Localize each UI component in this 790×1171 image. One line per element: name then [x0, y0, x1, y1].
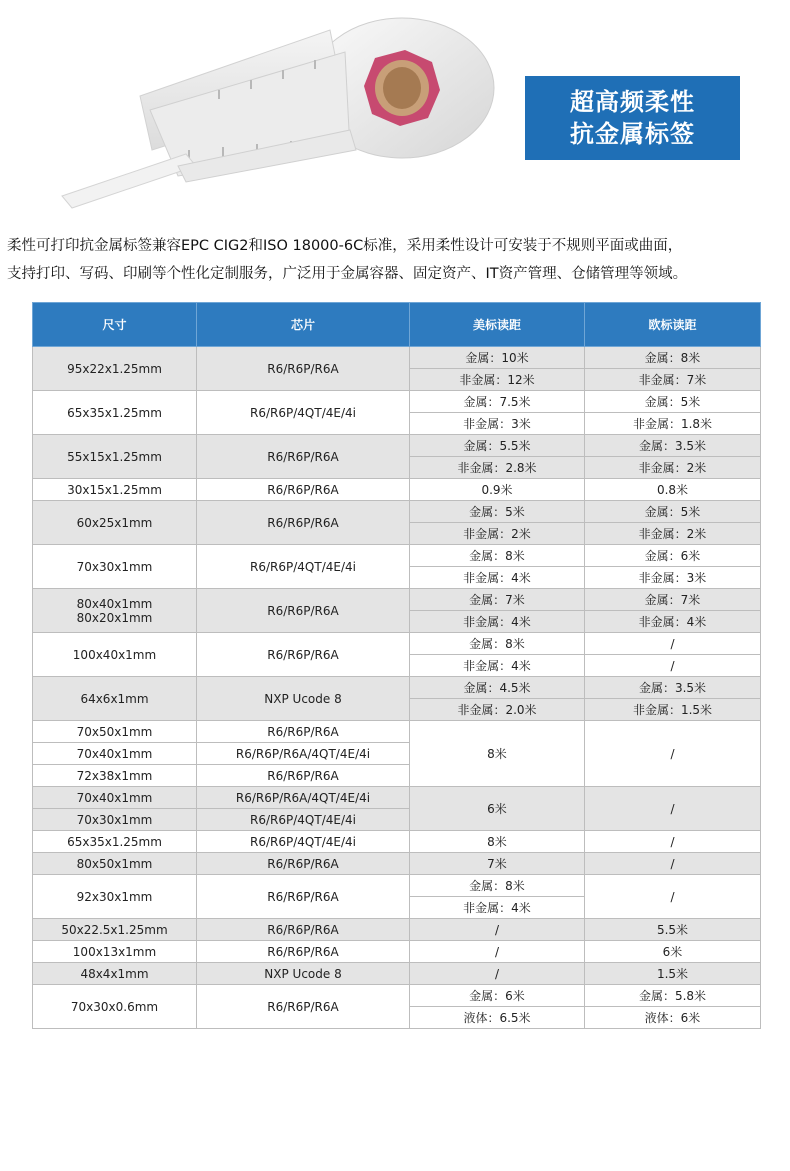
cell-us-range: 非金属：2.0米 [410, 699, 585, 721]
cell-eu-range: 6米 [585, 941, 761, 963]
cell-us-range: 8米 [410, 721, 585, 787]
cell-size: 72x38x1mm [33, 765, 197, 787]
table-row [33, 875, 761, 897]
cell-size: 70x30x0.6mm [33, 985, 197, 1029]
cell-us-range: / [410, 919, 585, 941]
cell-chip: R6/R6P/R6A [197, 875, 410, 919]
cell-chip: R6/R6P/R6A [197, 919, 410, 941]
cell-size: 80x50x1mm [33, 853, 197, 875]
table-row [33, 391, 761, 413]
cell-eu-range: / [585, 633, 761, 655]
cell-eu-range: 金属：3.5米 [585, 677, 761, 699]
cell-chip: R6/R6P/R6A [197, 941, 410, 963]
cell-chip: NXP Ucode 8 [197, 677, 410, 721]
cell-chip: R6/R6P/4QT/4E/4i [197, 831, 410, 853]
cell-size: 95x22x1.25mm [33, 347, 197, 391]
cell-eu-range: 非金属：1.5米 [585, 699, 761, 721]
cell-eu-range: / [585, 853, 761, 875]
cell-us-range: 金属：8米 [410, 545, 585, 567]
cell-size: 70x40x1mm [33, 743, 197, 765]
cell-chip: R6/R6P/R6A [197, 765, 410, 787]
cell-chip: R6/R6P/R6A/4QT/4E/4i [197, 787, 410, 809]
cell-chip: R6/R6P/R6A [197, 853, 410, 875]
cell-size: 30x15x1.25mm [33, 479, 197, 501]
cell-us-range: 非金属：12米 [410, 369, 585, 391]
cell-eu-range: 非金属：3米 [585, 567, 761, 589]
cell-size: 60x25x1mm [33, 501, 197, 545]
cell-eu-range: 非金属：4米 [585, 611, 761, 633]
table-row [33, 545, 761, 567]
cell-us-range: 金属：7米 [410, 589, 585, 611]
table-row [33, 589, 761, 611]
cell-eu-range: 金属：3.5米 [585, 435, 761, 457]
cell-us-range: / [410, 963, 585, 985]
cell-eu-range: 液体：6米 [585, 1007, 761, 1029]
cell-us-range: 金属：4.5米 [410, 677, 585, 699]
table-header-row [33, 303, 761, 347]
cell-eu-range: / [585, 655, 761, 677]
table-row [33, 677, 761, 699]
cell-size: 64x6x1mm [33, 677, 197, 721]
cell-eu-range: 5.5米 [585, 919, 761, 941]
label-roll-image [0, 0, 520, 215]
cell-chip: R6/R6P/R6A [197, 347, 410, 391]
cell-chip: R6/R6P/R6A [197, 501, 410, 545]
cell-us-range: 非金属：2米 [410, 523, 585, 545]
cell-chip: R6/R6P/4QT/4E/4i [197, 545, 410, 589]
table-row [33, 787, 761, 809]
cell-us-range: 金属：8米 [410, 875, 585, 897]
product-photo [0, 0, 790, 215]
cell-eu-range: 金属：5.8米 [585, 985, 761, 1007]
cell-us-range: 非金属：4米 [410, 897, 585, 919]
cell-size: 65x35x1.25mm [33, 391, 197, 435]
cell-us-range: / [410, 941, 585, 963]
cell-eu-range: 金属：5米 [585, 391, 761, 413]
title-line-1: 超高频柔性 [570, 87, 695, 116]
cell-us-range: 8米 [410, 831, 585, 853]
cell-eu-range: 非金属：2米 [585, 457, 761, 479]
title-line-2: 抗金属标签 [570, 119, 695, 148]
cell-us-range: 金属：10米 [410, 347, 585, 369]
cell-chip: R6/R6P/R6A [197, 985, 410, 1029]
header-chip: 芯片 [197, 303, 410, 347]
spec-table [32, 302, 761, 1029]
cell-size: 70x40x1mm [33, 787, 197, 809]
header-eu-range: 欧标读距 [585, 303, 761, 347]
product-title-banner [525, 76, 740, 160]
cell-eu-range: 金属：5米 [585, 501, 761, 523]
cell-size: 65x35x1.25mm [33, 831, 197, 853]
cell-us-range: 金属：5米 [410, 501, 585, 523]
cell-size: 50x22.5x1.25mm [33, 919, 197, 941]
cell-us-range: 金属：8米 [410, 633, 585, 655]
cell-size [33, 589, 197, 633]
cell-size: 100x13x1mm [33, 941, 197, 963]
cell-us-range: 非金属：4米 [410, 655, 585, 677]
cell-eu-range: 1.5米 [585, 963, 761, 985]
cell-size: 70x50x1mm [33, 721, 197, 743]
cell-chip: R6/R6P/4QT/4E/4i [197, 809, 410, 831]
cell-size: 55x15x1.25mm [33, 435, 197, 479]
cell-us-range: 非金属：2.8米 [410, 457, 585, 479]
cell-size: 92x30x1mm [33, 875, 197, 919]
cell-us-range: 非金属：4米 [410, 611, 585, 633]
cell-eu-range: 金属：7米 [585, 589, 761, 611]
cell-chip: R6/R6P/R6A [197, 633, 410, 677]
cell-eu-range: / [585, 721, 761, 787]
cell-us-range: 金属：6米 [410, 985, 585, 1007]
cell-chip: NXP Ucode 8 [197, 963, 410, 985]
cell-eu-range: / [585, 831, 761, 853]
cell-us-range: 6米 [410, 787, 585, 831]
cell-us-range: 非金属：3米 [410, 413, 585, 435]
cell-eu-range: 非金属：7米 [585, 369, 761, 391]
cell-chip: R6/R6P/R6A [197, 721, 410, 743]
cell-chip: R6/R6P/R6A [197, 589, 410, 633]
description-line-2: 支持打印、写码、印刷等个性化定制服务，广泛用于金属容器、固定资产、IT资产管理、仓储管理等领域。 [7, 266, 688, 282]
table-row [33, 435, 761, 457]
table-row [33, 501, 761, 523]
table-row [33, 633, 761, 655]
cell-chip: R6/R6P/R6A [197, 435, 410, 479]
cell-eu-range: 非金属：2米 [585, 523, 761, 545]
cell-us-range: 非金属：4米 [410, 567, 585, 589]
cell-us-range: 金属：7.5米 [410, 391, 585, 413]
cell-us-range: 液体：6.5米 [410, 1007, 585, 1029]
table-row [33, 347, 761, 369]
cell-eu-range: 0.8米 [585, 479, 761, 501]
cell-eu-range: 金属：8米 [585, 347, 761, 369]
cell-size: 70x30x1mm [33, 809, 197, 831]
cell-size: 70x30x1mm [33, 545, 197, 589]
cell-size-a: 80x40x1mm [76, 596, 153, 611]
cell-size-b: 80x20x1mm [76, 610, 153, 625]
cell-size: 48x4x1mm [33, 963, 197, 985]
header-size: 尺寸 [33, 303, 197, 347]
cell-eu-range: / [585, 787, 761, 831]
cell-chip: R6/R6P/R6A/4QT/4E/4i [197, 743, 410, 765]
cell-chip: R6/R6P/R6A [197, 479, 410, 501]
product-description [7, 232, 787, 288]
cell-us-range: 金属：5.5米 [410, 435, 585, 457]
cell-chip: R6/R6P/4QT/4E/4i [197, 391, 410, 435]
cell-eu-range: / [585, 875, 761, 919]
cell-us-range: 7米 [410, 853, 585, 875]
cell-eu-range: 非金属：1.8米 [585, 413, 761, 435]
cell-size: 100x40x1mm [33, 633, 197, 677]
header-us-range: 美标读距 [410, 303, 585, 347]
table-row [33, 721, 761, 743]
description-line-1: 柔性可打印抗金属标签兼容EPC CIG2和ISO 18000-6C标准，采用柔性设计可安装于不规则平面或曲面， [7, 238, 683, 254]
cell-eu-range: 金属：6米 [585, 545, 761, 567]
table-row [33, 985, 761, 1007]
cell-us-range: 0.9米 [410, 479, 585, 501]
